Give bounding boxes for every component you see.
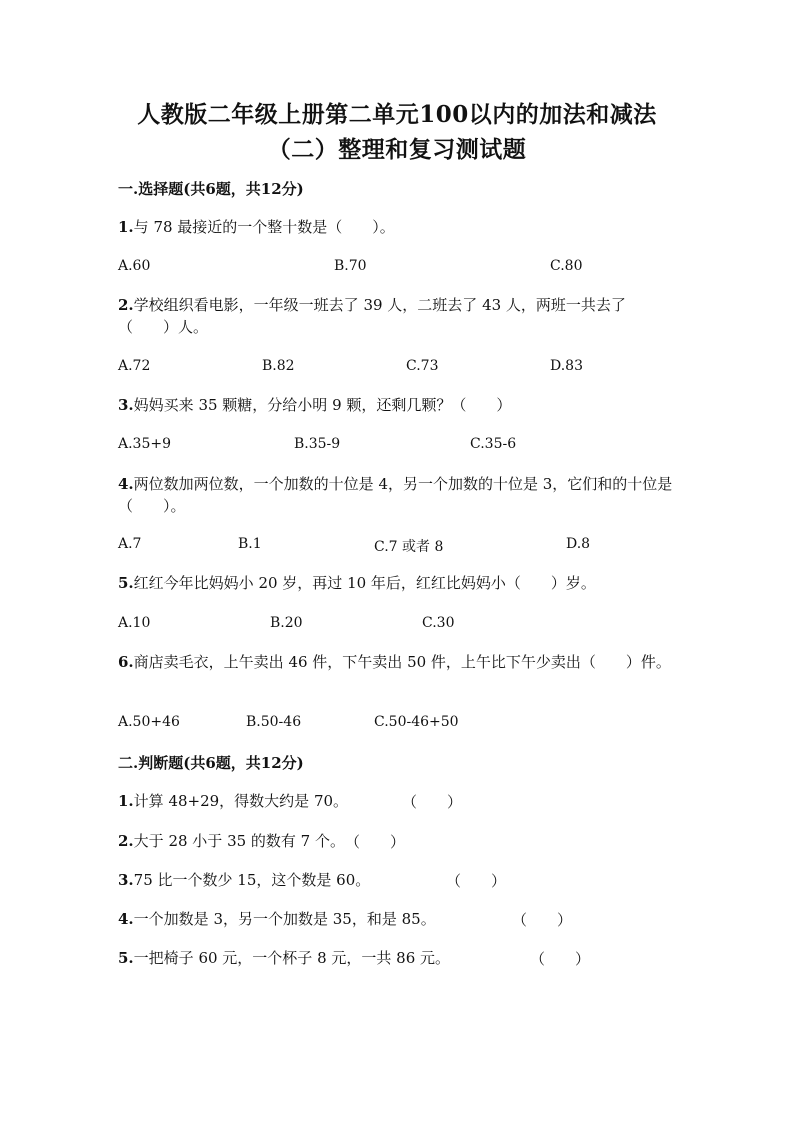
section-heading-judgment: 二.判断题(共6题，共12分) — [118, 754, 304, 772]
option-a: A.50+46 — [118, 714, 180, 730]
question-number: 4. — [118, 475, 134, 493]
question-text: 红红今年比妈妈小 20 岁，再过 10 年后，红红比妈妈小（ ）岁。 — [133, 574, 596, 592]
option-b: B.50-46 — [246, 714, 302, 730]
judgment-question-1 — [118, 790, 678, 812]
option-c: C.35-6 — [470, 436, 517, 452]
choice-question-2 — [118, 294, 678, 338]
answer-paren: （ ） — [530, 950, 591, 968]
question-number: 3. — [118, 396, 134, 414]
question-number: 2. — [118, 832, 134, 850]
question-number: 1. — [118, 792, 134, 810]
question-number: 5. — [118, 574, 134, 592]
judgment-question-4 — [118, 908, 678, 930]
choice-question-5 — [118, 572, 678, 594]
answer-paren: （ ） — [402, 793, 463, 811]
question-text: 两位数加两位数，一个加数的十位是 4，另一个加数的十位是 3，它们和的十位是（ ）。 — [118, 475, 673, 515]
option-b: B.20 — [270, 615, 303, 631]
option-d: D.83 — [550, 358, 583, 374]
question-text: 学校组织看电影，一年级一班去了 39 人，二班去了 43 人，两班一共去了（ ）人。 — [118, 296, 626, 336]
title-line-1: 人教版二年级上册第二单元100以内的加法和减法 — [137, 101, 657, 128]
option-b: B.35-9 — [294, 436, 341, 452]
option-c: C.80 — [550, 258, 583, 274]
answer-paren: （ ） — [345, 833, 406, 851]
question-number: 3. — [118, 871, 134, 889]
question-text: 商店卖毛衣，上午卖出 46 件，下午卖出 50 件，上午比下午少卖出（ ）件。 — [133, 653, 671, 671]
option-a: A.7 — [118, 536, 142, 552]
question-number: 6. — [118, 653, 134, 671]
option-b: B.82 — [262, 358, 295, 374]
question-text: 一个加数是 3，另一个加数是 35，和是 85。 — [133, 910, 436, 928]
choice-question-6 — [118, 651, 678, 673]
question-number: 1. — [118, 218, 134, 236]
question-text: 大于 28 小于 35 的数有 7 个。 — [133, 832, 345, 850]
question-text: 计算 48+29，得数大约是 70。 — [133, 792, 349, 810]
option-a: A.35+9 — [118, 436, 172, 452]
option-b: B.70 — [334, 258, 367, 274]
question-text: 与 78 最接近的一个整十数是（ ）。 — [133, 218, 395, 236]
option-c: C.30 — [422, 615, 455, 631]
option-a: A.60 — [118, 258, 151, 274]
option-a: A.72 — [118, 358, 151, 374]
option-d: D.8 — [566, 536, 591, 552]
question-text: 妈妈买来 35 颗糖，分给小明 9 颗，还剩几颗？（ ） — [133, 396, 512, 414]
question-text: 75 比一个数少 15，这个数是 60。 — [133, 871, 371, 889]
question-number: 5. — [118, 949, 134, 967]
judgment-question-3 — [118, 869, 678, 891]
option-b: B.1 — [238, 536, 262, 552]
title-line-2: （二）整理和复习测试题 — [267, 136, 527, 163]
answer-paren: （ ） — [512, 911, 573, 929]
question-number: 2. — [118, 296, 134, 314]
option-a: A.10 — [118, 615, 151, 631]
section-heading-choice: 一.选择题(共6题，共12分) — [118, 180, 304, 198]
question-text: 一把椅子 60 元，一个杯子 8 元，一共 86 元。 — [133, 949, 450, 967]
choice-question-3 — [118, 394, 678, 416]
option-c: C.7 或者 8 — [374, 539, 444, 555]
judgment-question-5 — [118, 947, 678, 969]
choice-question-1 — [118, 216, 678, 238]
option-c: C.50-46+50 — [374, 714, 459, 730]
option-c: C.73 — [406, 358, 439, 374]
question-number: 4. — [118, 910, 134, 928]
answer-paren: （ ） — [446, 872, 507, 890]
choice-question-4 — [118, 473, 678, 517]
